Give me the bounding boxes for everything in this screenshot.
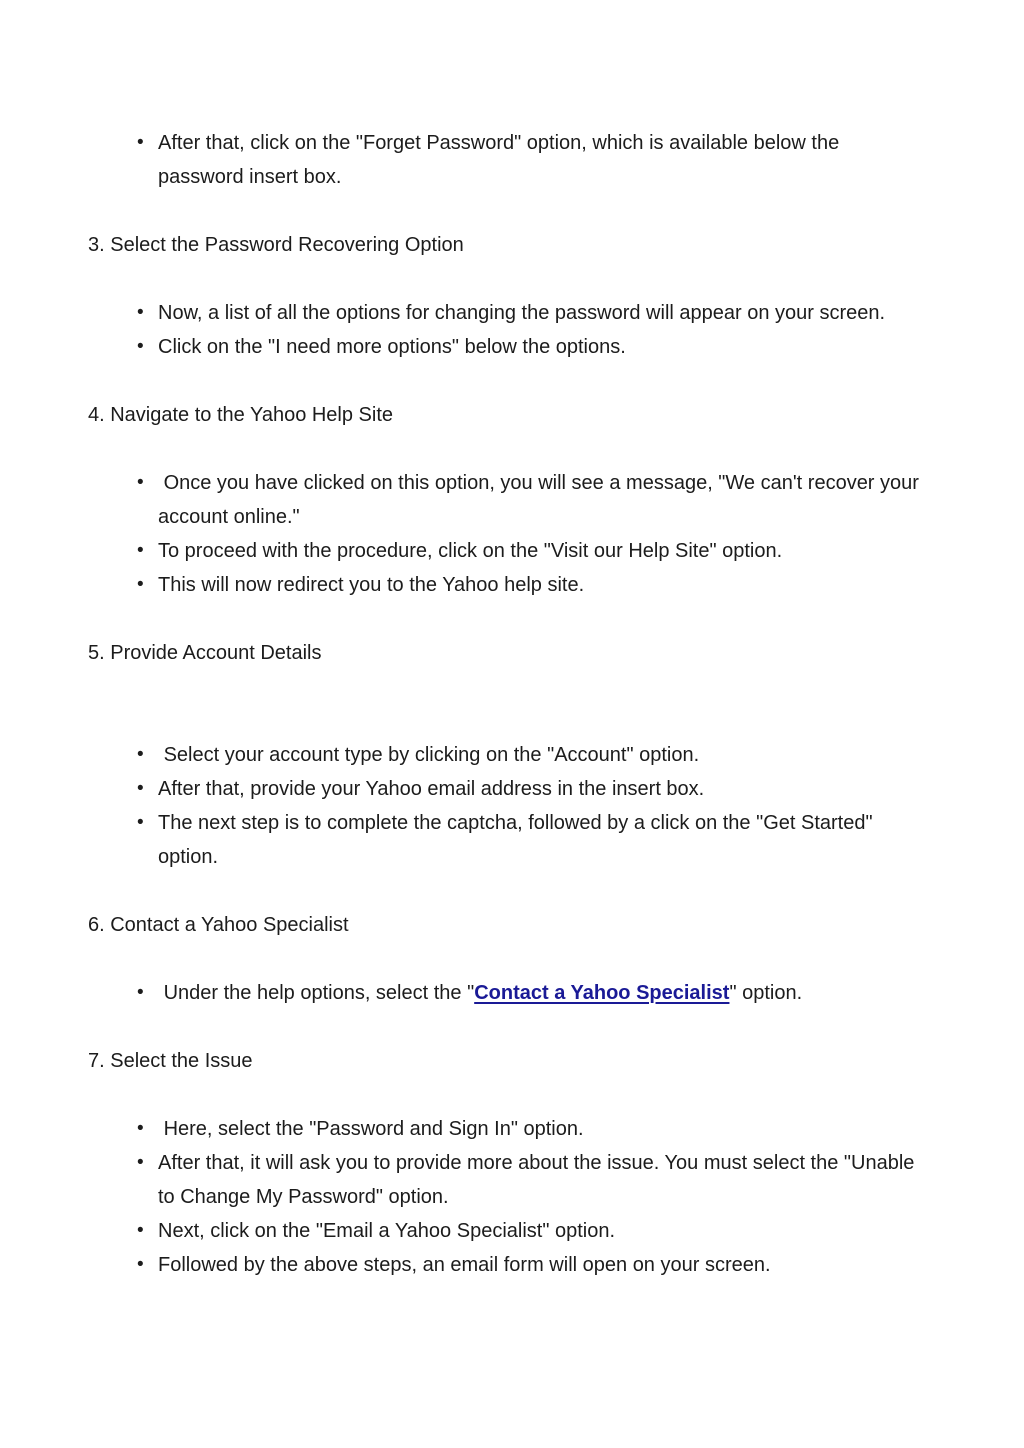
bullet-text: Once you have clicked on this option, you will see a message, "We can't recover your account online." (158, 472, 925, 528)
bullet-text: After that, it will ask you to provide more about the issue. You must select the "Unable to Change My Password" option. (158, 1152, 920, 1208)
contact-yahoo-specialist-link[interactable]: Contact a Yahoo Specialist (474, 982, 730, 1004)
bullet-text: " option. (729, 982, 803, 1004)
bullet-text: Next, click on the "Email a Yahoo Specialist" option. (158, 1220, 616, 1242)
section-heading: 7. Select the Issue (88, 1050, 253, 1072)
bullet-item (158, 1146, 920, 1214)
section-heading: 5. Provide Account Details (88, 642, 322, 664)
bullet-item (158, 806, 920, 874)
bullet-item (158, 976, 920, 1010)
bullet-item (158, 1214, 920, 1248)
bullet-list (88, 296, 920, 364)
bullet-list (88, 976, 920, 1010)
bullet-text: Under the help options, select the " (158, 982, 475, 1004)
bullet-list (88, 1112, 920, 1282)
bullet-list (88, 466, 925, 602)
bullet-item (158, 296, 920, 330)
bullet-text: Here, select the "Password and Sign In" option. (158, 1118, 584, 1140)
bullet-text: Click on the "I need more options" below the options. (158, 336, 626, 358)
bullet-text: Now, a list of all the options for changing the password will appear on your screen. (158, 302, 886, 324)
bullet-text: This will now redirect you to the Yahoo help site. (158, 574, 585, 596)
bullet-item (158, 126, 920, 194)
bullet-item (158, 568, 920, 602)
document-content (88, 126, 928, 1282)
section-heading: 6. Contact a Yahoo Specialist (88, 914, 349, 936)
bullet-text: Select your account type by clicking on the "Account" option. (158, 744, 700, 766)
section-heading: 4. Navigate to the Yahoo Help Site (88, 404, 394, 426)
bullet-item (158, 1112, 920, 1146)
bullet-item (158, 330, 920, 364)
bullet-text: After that, provide your Yahoo email address in the insert box. (158, 778, 705, 800)
bullet-item (158, 1248, 920, 1282)
bullet-item (158, 772, 920, 806)
bullet-text: To proceed with the procedure, click on the "Visit our Help Site" option. (158, 540, 783, 562)
bullet-text: The next step is to complete the captcha, followed by a click on the "Get Started" option. (158, 812, 879, 868)
bullet-item (158, 738, 920, 772)
section-heading: 3. Select the Password Recovering Option (88, 234, 464, 256)
bullet-item (158, 466, 925, 534)
bullet-list (88, 738, 920, 874)
bullet-text: Followed by the above steps, an email form will open on your screen. (158, 1254, 771, 1276)
bullet-text: After that, click on the "Forget Password" option, which is available below the password insert box. (158, 132, 845, 188)
bullet-list (88, 126, 920, 194)
bullet-item (158, 534, 920, 568)
